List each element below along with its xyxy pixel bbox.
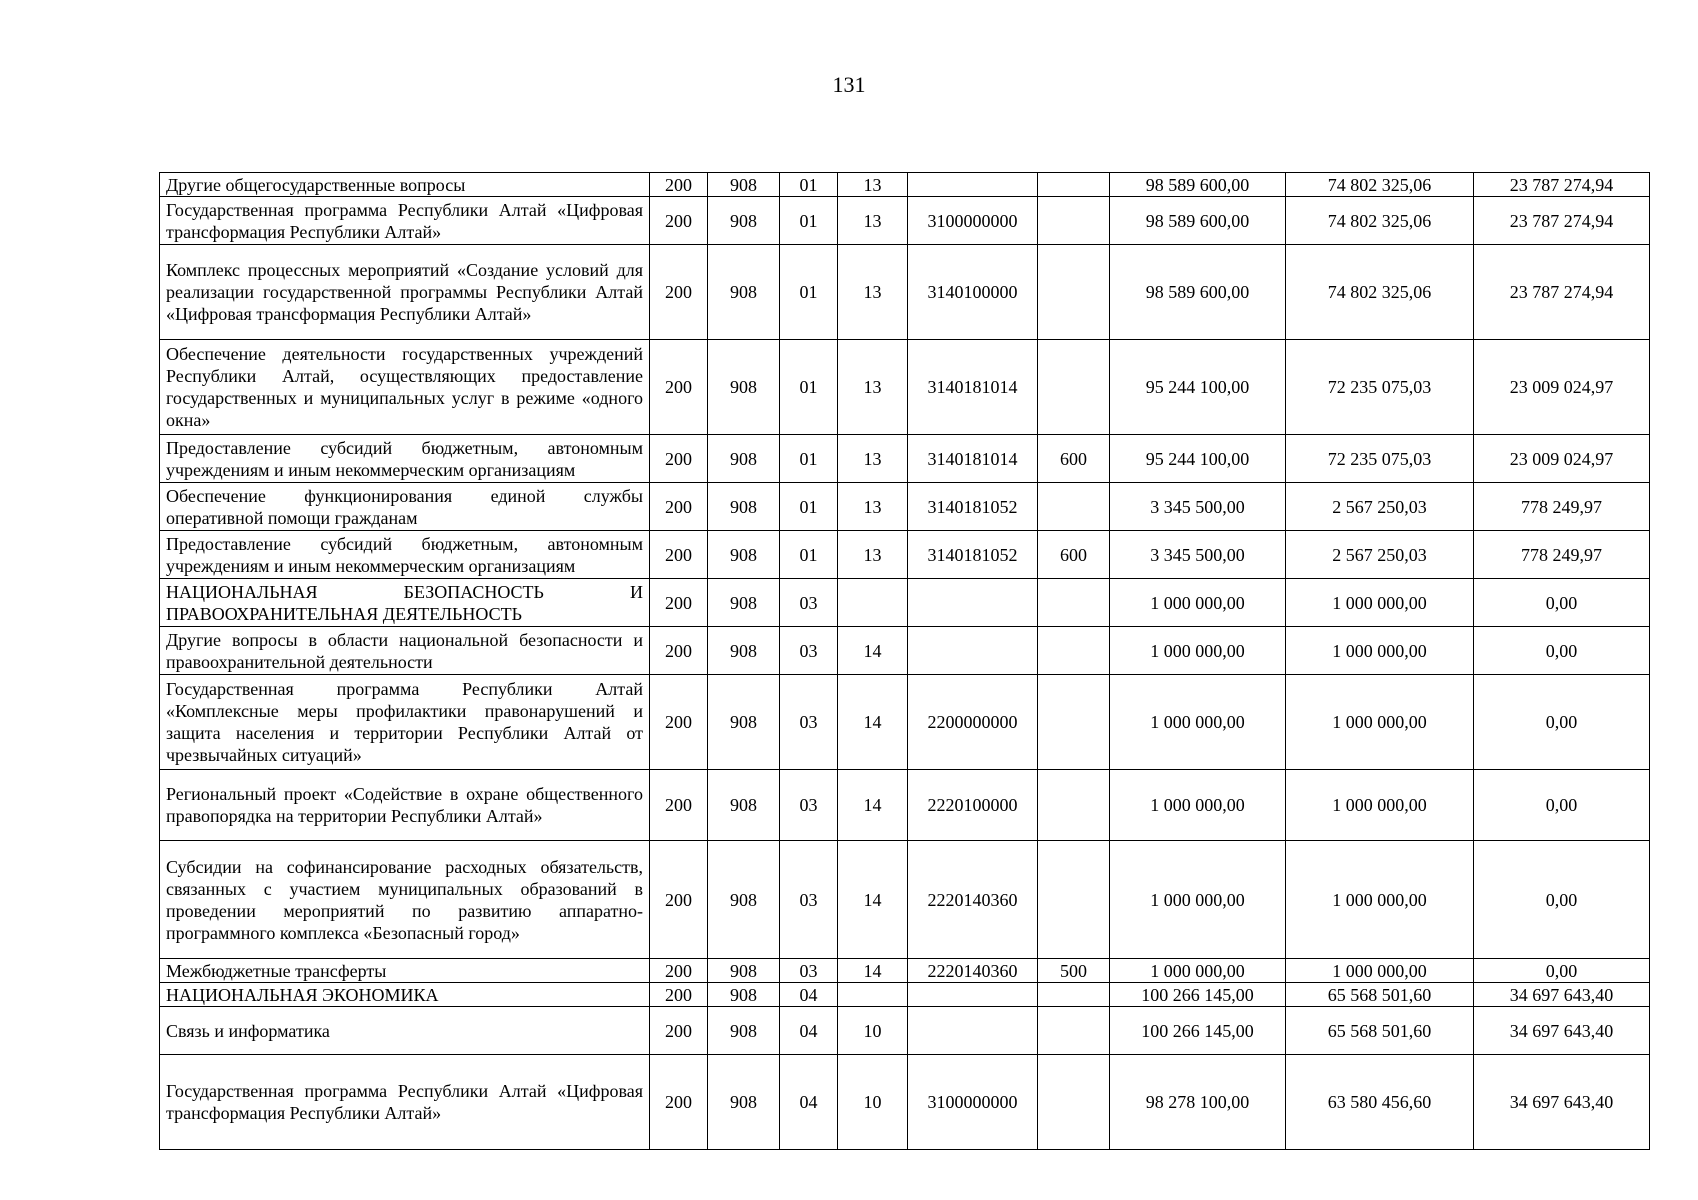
expense-type-code — [1038, 627, 1110, 675]
amount-remaining: 34 697 643,40 — [1474, 1055, 1650, 1150]
section-code: 04 — [780, 1007, 838, 1055]
table-row — [160, 1007, 1650, 1055]
expense-type-code — [1038, 340, 1110, 435]
amount-remaining: 0,00 — [1474, 579, 1650, 627]
target-article-code: 2220140360 — [908, 959, 1038, 983]
subsection-code: 14 — [838, 627, 908, 675]
subsection-code: 14 — [838, 770, 908, 841]
expense-type-code — [1038, 483, 1110, 531]
target-article-code — [908, 579, 1038, 627]
amount-approved: 1 000 000,00 — [1110, 579, 1286, 627]
row-name: Обеспечение деятельности государственных учреждений Республики Алтай, осуществляющих предоставление государственных и муниципальных услуг в режиме «одного окна» — [160, 340, 650, 435]
expense-type-code: 600 — [1038, 435, 1110, 483]
section-code: 01 — [780, 531, 838, 579]
amount-approved: 95 244 100,00 — [1110, 435, 1286, 483]
ministry-code: 908 — [708, 245, 780, 340]
amount-remaining: 34 697 643,40 — [1474, 1007, 1650, 1055]
admin-code: 200 — [650, 531, 708, 579]
amount-remaining: 23 009 024,97 — [1474, 340, 1650, 435]
admin-code: 200 — [650, 1007, 708, 1055]
row-name: Государственная программа Республики Алтай «Цифровая трансформация Республики Алтай» — [160, 197, 650, 245]
amount-remaining: 0,00 — [1474, 770, 1650, 841]
amount-executed: 74 802 325,06 — [1286, 245, 1474, 340]
section-code: 03 — [780, 579, 838, 627]
table-row — [160, 959, 1650, 983]
expense-type-code — [1038, 841, 1110, 959]
row-name: Другие общегосударственные вопросы — [160, 173, 650, 197]
table-row — [160, 435, 1650, 483]
amount-remaining: 0,00 — [1474, 959, 1650, 983]
ministry-code: 908 — [708, 435, 780, 483]
section-code: 04 — [780, 983, 838, 1007]
row-name: Предоставление субсидий бюджетным, автономным учреждениям и иным некоммерческим организациям — [160, 435, 650, 483]
section-code: 04 — [780, 1055, 838, 1150]
table-row — [160, 483, 1650, 531]
amount-executed: 2 567 250,03 — [1286, 483, 1474, 531]
section-code: 01 — [780, 435, 838, 483]
row-name: Межбюджетные трансферты — [160, 959, 650, 983]
expense-type-code — [1038, 197, 1110, 245]
target-article-code: 3140100000 — [908, 245, 1038, 340]
ministry-code: 908 — [708, 173, 780, 197]
row-name: Комплекс процессных мероприятий «Создание условий для реализации государственной программы Республики Алтай «Цифровая трансформация Республики Алтай» — [160, 245, 650, 340]
amount-approved: 95 244 100,00 — [1110, 340, 1286, 435]
amount-approved: 3 345 500,00 — [1110, 483, 1286, 531]
admin-code: 200 — [650, 245, 708, 340]
subsection-code: 10 — [838, 1055, 908, 1150]
section-code: 01 — [780, 197, 838, 245]
table-row — [160, 173, 1650, 197]
amount-remaining: 0,00 — [1474, 841, 1650, 959]
amount-executed: 63 580 456,60 — [1286, 1055, 1474, 1150]
admin-code: 200 — [650, 959, 708, 983]
target-article-code — [908, 1007, 1038, 1055]
amount-remaining: 23 787 274,94 — [1474, 197, 1650, 245]
table-row — [160, 1055, 1650, 1150]
table-row — [160, 627, 1650, 675]
target-article-code — [908, 173, 1038, 197]
table-row — [160, 340, 1650, 435]
admin-code: 200 — [650, 173, 708, 197]
amount-remaining: 778 249,97 — [1474, 483, 1650, 531]
expense-type-code: 600 — [1038, 531, 1110, 579]
amount-executed: 1 000 000,00 — [1286, 770, 1474, 841]
table-row — [160, 531, 1650, 579]
subsection-code: 13 — [838, 245, 908, 340]
expense-type-code: 500 — [1038, 959, 1110, 983]
subsection-code: 14 — [838, 675, 908, 770]
expense-type-code — [1038, 983, 1110, 1007]
row-name: Субсидии на софинансирование расходных обязательств, связанных с участием муниципальных образований в проведении мероприятий по развитию аппаратно-программного комплекса «Безопасный город» — [160, 841, 650, 959]
table-row — [160, 983, 1650, 1007]
admin-code: 200 — [650, 770, 708, 841]
amount-remaining: 23 009 024,97 — [1474, 435, 1650, 483]
amount-approved: 100 266 145,00 — [1110, 983, 1286, 1007]
row-name: Государственная программа Республики Алтай «Цифровая трансформация Республики Алтай» — [160, 1055, 650, 1150]
target-article-code: 3140181014 — [908, 340, 1038, 435]
subsection-code: 13 — [838, 435, 908, 483]
admin-code: 200 — [650, 1055, 708, 1150]
expense-type-code — [1038, 173, 1110, 197]
ministry-code: 908 — [708, 579, 780, 627]
amount-approved: 3 345 500,00 — [1110, 531, 1286, 579]
subsection-code: 14 — [838, 841, 908, 959]
amount-approved: 98 589 600,00 — [1110, 245, 1286, 340]
expense-type-code — [1038, 675, 1110, 770]
ministry-code: 908 — [708, 340, 780, 435]
amount-executed: 65 568 501,60 — [1286, 983, 1474, 1007]
amount-executed: 2 567 250,03 — [1286, 531, 1474, 579]
row-name: НАЦИОНАЛЬНАЯ ЭКОНОМИКА — [160, 983, 650, 1007]
row-name: Связь и информатика — [160, 1007, 650, 1055]
ministry-code: 908 — [708, 841, 780, 959]
admin-code: 200 — [650, 675, 708, 770]
subsection-code: 13 — [838, 197, 908, 245]
target-article-code: 2200000000 — [908, 675, 1038, 770]
amount-approved: 1 000 000,00 — [1110, 770, 1286, 841]
ministry-code: 908 — [708, 983, 780, 1007]
ministry-code: 908 — [708, 197, 780, 245]
amount-approved: 1 000 000,00 — [1110, 675, 1286, 770]
section-code: 03 — [780, 959, 838, 983]
ministry-code: 908 — [708, 531, 780, 579]
amount-approved: 98 589 600,00 — [1110, 173, 1286, 197]
amount-executed: 1 000 000,00 — [1286, 959, 1474, 983]
expense-type-code — [1038, 1007, 1110, 1055]
admin-code: 200 — [650, 841, 708, 959]
amount-remaining: 778 249,97 — [1474, 531, 1650, 579]
admin-code: 200 — [650, 340, 708, 435]
row-name: Государственная программа Республики Алтай «Комплексные меры профилактики правонарушений и защита населения и территории Республики Алтай от чрезвычайных ситуаций» — [160, 675, 650, 770]
amount-executed: 1 000 000,00 — [1286, 627, 1474, 675]
row-name: Региональный проект «Содействие в охране общественного правопорядка на территории Республики Алтай» — [160, 770, 650, 841]
admin-code: 200 — [650, 627, 708, 675]
table-row — [160, 841, 1650, 959]
amount-approved: 1 000 000,00 — [1110, 959, 1286, 983]
admin-code: 200 — [650, 197, 708, 245]
amount-approved: 98 589 600,00 — [1110, 197, 1286, 245]
target-article-code: 3140181014 — [908, 435, 1038, 483]
section-code: 01 — [780, 483, 838, 531]
target-article-code: 3140181052 — [908, 483, 1038, 531]
section-code: 03 — [780, 841, 838, 959]
subsection-code — [838, 579, 908, 627]
admin-code: 200 — [650, 579, 708, 627]
section-code: 03 — [780, 675, 838, 770]
row-name: НАЦИОНАЛЬНАЯ БЕЗОПАСНОСТЬ И ПРАВООХРАНИТЕЛЬНАЯ ДЕЯТЕЛЬНОСТЬ — [160, 579, 650, 627]
section-code: 01 — [780, 340, 838, 435]
page-number: 131 — [832, 72, 866, 97]
table-row — [160, 245, 1650, 340]
ministry-code: 908 — [708, 627, 780, 675]
row-name: Предоставление субсидий бюджетным, автономным учреждениям и иным некоммерческим организациям — [160, 531, 650, 579]
amount-executed: 72 235 075,03 — [1286, 340, 1474, 435]
target-article-code: 3100000000 — [908, 197, 1038, 245]
amount-executed: 1 000 000,00 — [1286, 579, 1474, 627]
expense-type-code — [1038, 579, 1110, 627]
expense-type-code — [1038, 245, 1110, 340]
subsection-code: 13 — [838, 340, 908, 435]
subsection-code — [838, 983, 908, 1007]
table-row — [160, 197, 1650, 245]
subsection-code: 13 — [838, 483, 908, 531]
amount-remaining: 0,00 — [1474, 675, 1650, 770]
subsection-code: 14 — [838, 959, 908, 983]
amount-executed: 65 568 501,60 — [1286, 1007, 1474, 1055]
amount-executed: 1 000 000,00 — [1286, 841, 1474, 959]
target-article-code — [908, 983, 1038, 1007]
section-code: 03 — [780, 770, 838, 841]
ministry-code: 908 — [708, 483, 780, 531]
ministry-code: 908 — [708, 1055, 780, 1150]
target-article-code — [908, 627, 1038, 675]
target-article-code: 3100000000 — [908, 1055, 1038, 1150]
ministry-code: 908 — [708, 1007, 780, 1055]
subsection-code: 13 — [838, 173, 908, 197]
section-code: 03 — [780, 627, 838, 675]
amount-executed: 74 802 325,06 — [1286, 197, 1474, 245]
amount-approved: 100 266 145,00 — [1110, 1007, 1286, 1055]
admin-code: 200 — [650, 983, 708, 1007]
amount-remaining: 23 787 274,94 — [1474, 173, 1650, 197]
section-code: 01 — [780, 173, 838, 197]
subsection-code: 10 — [838, 1007, 908, 1055]
amount-remaining: 0,00 — [1474, 627, 1650, 675]
amount-remaining: 23 787 274,94 — [1474, 245, 1650, 340]
amount-executed: 74 802 325,06 — [1286, 173, 1474, 197]
subsection-code: 13 — [838, 531, 908, 579]
table-row — [160, 579, 1650, 627]
admin-code: 200 — [650, 435, 708, 483]
amount-approved: 1 000 000,00 — [1110, 627, 1286, 675]
budget-table — [159, 172, 1650, 1150]
amount-executed: 72 235 075,03 — [1286, 435, 1474, 483]
row-name: Другие вопросы в области национальной безопасности и правоохранительной деятельности — [160, 627, 650, 675]
amount-approved: 98 278 100,00 — [1110, 1055, 1286, 1150]
table-row — [160, 675, 1650, 770]
row-name: Обеспечение функционирования единой службы оперативной помощи гражданам — [160, 483, 650, 531]
expense-type-code — [1038, 770, 1110, 841]
ministry-code: 908 — [708, 959, 780, 983]
table-row — [160, 770, 1650, 841]
expense-type-code — [1038, 1055, 1110, 1150]
target-article-code: 2220140360 — [908, 841, 1038, 959]
amount-executed: 1 000 000,00 — [1286, 675, 1474, 770]
ministry-code: 908 — [708, 675, 780, 770]
ministry-code: 908 — [708, 770, 780, 841]
admin-code: 200 — [650, 483, 708, 531]
section-code: 01 — [780, 245, 838, 340]
amount-remaining: 34 697 643,40 — [1474, 983, 1650, 1007]
target-article-code: 2220100000 — [908, 770, 1038, 841]
amount-approved: 1 000 000,00 — [1110, 841, 1286, 959]
target-article-code: 3140181052 — [908, 531, 1038, 579]
